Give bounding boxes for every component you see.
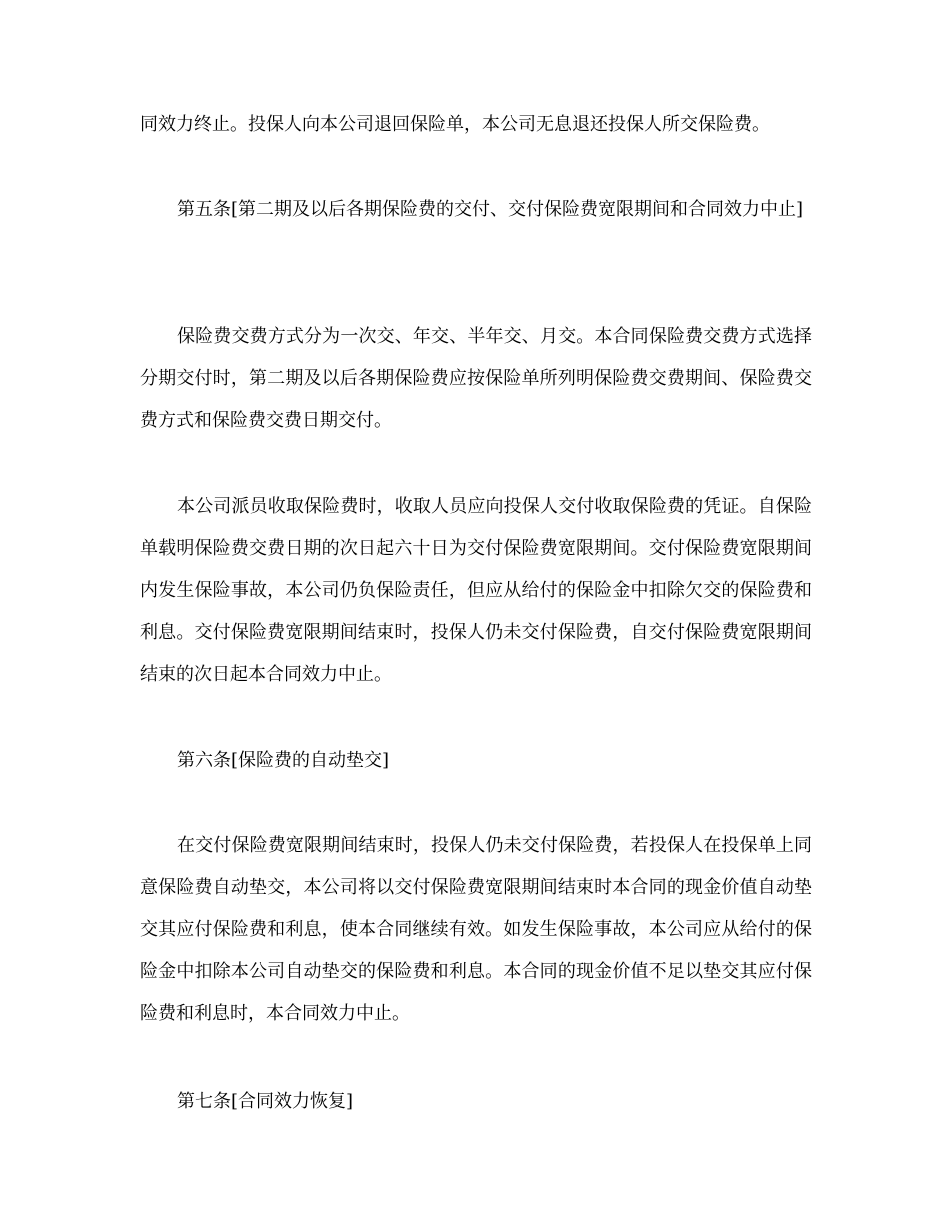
paragraph-grace-period: 本公司派员收取保险费时，收取人员应向投保人交付收取保险费的凭证。自保险单载明保险费交费日期的次日起六十日为交付保险费宽限期间。交付保险费宽限期间内发生保险事故，本公司仍负保险责任，但应从给付的保险金中扣除欠交的保险费和利息。交付保险费宽限期间结束时，投保人仍未交付保险费，自交付保险费宽限期间结束的次日起本合同效力中止。: [140, 496, 812, 685]
article-6-heading: 第六条[保险费的自动垫交]: [177, 750, 390, 771]
paragraph-payment-methods: 保险费交费方式分为一次交、年交、半年交、月交。本合同保险费交费方式选择分期交付时，第二期及以后各期保险费应按保险单所列明保险费交费期间、保险费交费方式和保险费交费日期交付。: [140, 326, 812, 431]
paragraph-continuation: 同效力终止。投保人向本公司退回保险单，本公司无息退还投保人所交保险费。: [140, 114, 770, 135]
paragraph-automatic-premium-loan: 在交付保险费宽限期间结束时，投保人仍未交付保险费，若投保人在投保单上同意保险费自动垫交，本公司将以交付保险费宽限期间结束时本合同的现金价值自动垫交其应付保险费和利息，使本合同继续有效。如发生保险事故，本公司应从给付的保险金中扣除本公司自动垫交的保险费和利息。本合同的现金价值不足以垫交其应付保险费和利息时，本合同效力中止。: [140, 835, 812, 1024]
article-5-heading: 第五条[第二期及以后各期保险费的交付、交付保险费宽限期间和合同效力中止]: [177, 199, 804, 220]
article-7-heading: 第七条[合同效力恢复]: [177, 1091, 354, 1112]
